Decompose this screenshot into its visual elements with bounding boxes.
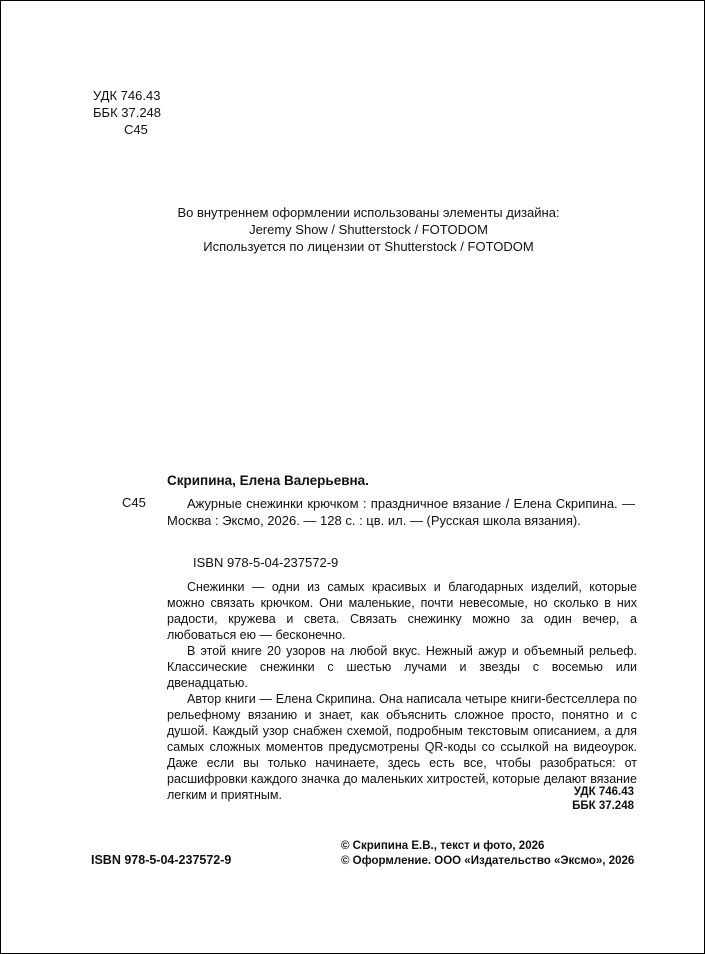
footer-udk-code: УДК 746.43 bbox=[573, 786, 634, 798]
record-author: Скрипина, Елена Валерьевна. bbox=[167, 473, 369, 488]
footer-bbk-code: ББК 37.248 bbox=[572, 800, 634, 812]
design-credit bbox=[1, 204, 705, 255]
annotation bbox=[167, 579, 637, 803]
design-credit-line-2: Jeremy Show / Shutterstock / FOTODOM bbox=[249, 222, 488, 237]
copyright-block bbox=[341, 839, 634, 869]
copyright-text: © Скрипина Е.В., текст и фото, 2026 bbox=[341, 840, 545, 852]
annotation-paragraph: В этой книге 20 узоров на любой вкус. Нежный ажур и объемный рельеф. Классические снежинки с шестью лучами и звезды с восемью или двенадцатью. bbox=[167, 644, 637, 690]
bibliographic-description: Ажурные снежинки крючком : праздничное вязание / Елена Скрипина. — Москва : Эксмо, 2026. — 128 с. : цв. ил. — (Русская школа вязания). bbox=[167, 496, 635, 528]
design-credit-line-3: Используется по лицензии от Shutterstock / FOTODOM bbox=[203, 239, 534, 254]
design-credit-line-1: Во внутреннем оформлении использованы элементы дизайна: bbox=[177, 205, 560, 220]
udk-code: УДК 746.43 bbox=[93, 88, 161, 103]
annotation-paragraph: Автор книги — Елена Скрипина. Она написала четыре книги-бестселлера по рельефному вязанию и знает, как объяснить сложное просто, понятно и с душой. Каждый узор снабжен схемой, подробным текстовым описанием, а для самых сложных моментов предусмотрены QR-коды со ссылкой на видеоурок. Даже если вы только начинаете, здесь есть все, чтобы разобраться: от расшифровки каждого значка до маленьких хитростей, которые делают вязание легким и приятным. bbox=[167, 692, 637, 802]
copyright-design: © Оформление. ООО «Издательство «Эксмо», 2026 bbox=[341, 855, 635, 867]
footer-isbn: ISBN 978-5-04-237572-9 bbox=[91, 853, 232, 867]
header-classification-codes bbox=[93, 87, 161, 138]
annotation-paragraph: Снежинки — одни из самых красивых и благодарных изделий, которые можно связать крючком. Они маленькие, почти невесомые, но сколько в них радости, кружева и света. Связать снежинку можно за один вечер, а любоваться ею — бесконечно. bbox=[167, 580, 637, 642]
record-author-mark: С45 bbox=[122, 495, 146, 510]
author-mark: С45 bbox=[124, 122, 148, 137]
record-isbn: ISBN 978-5-04-237572-9 bbox=[193, 555, 339, 570]
bbk-code: ББК 37.248 bbox=[93, 105, 162, 120]
footer-classification-codes bbox=[572, 785, 634, 813]
